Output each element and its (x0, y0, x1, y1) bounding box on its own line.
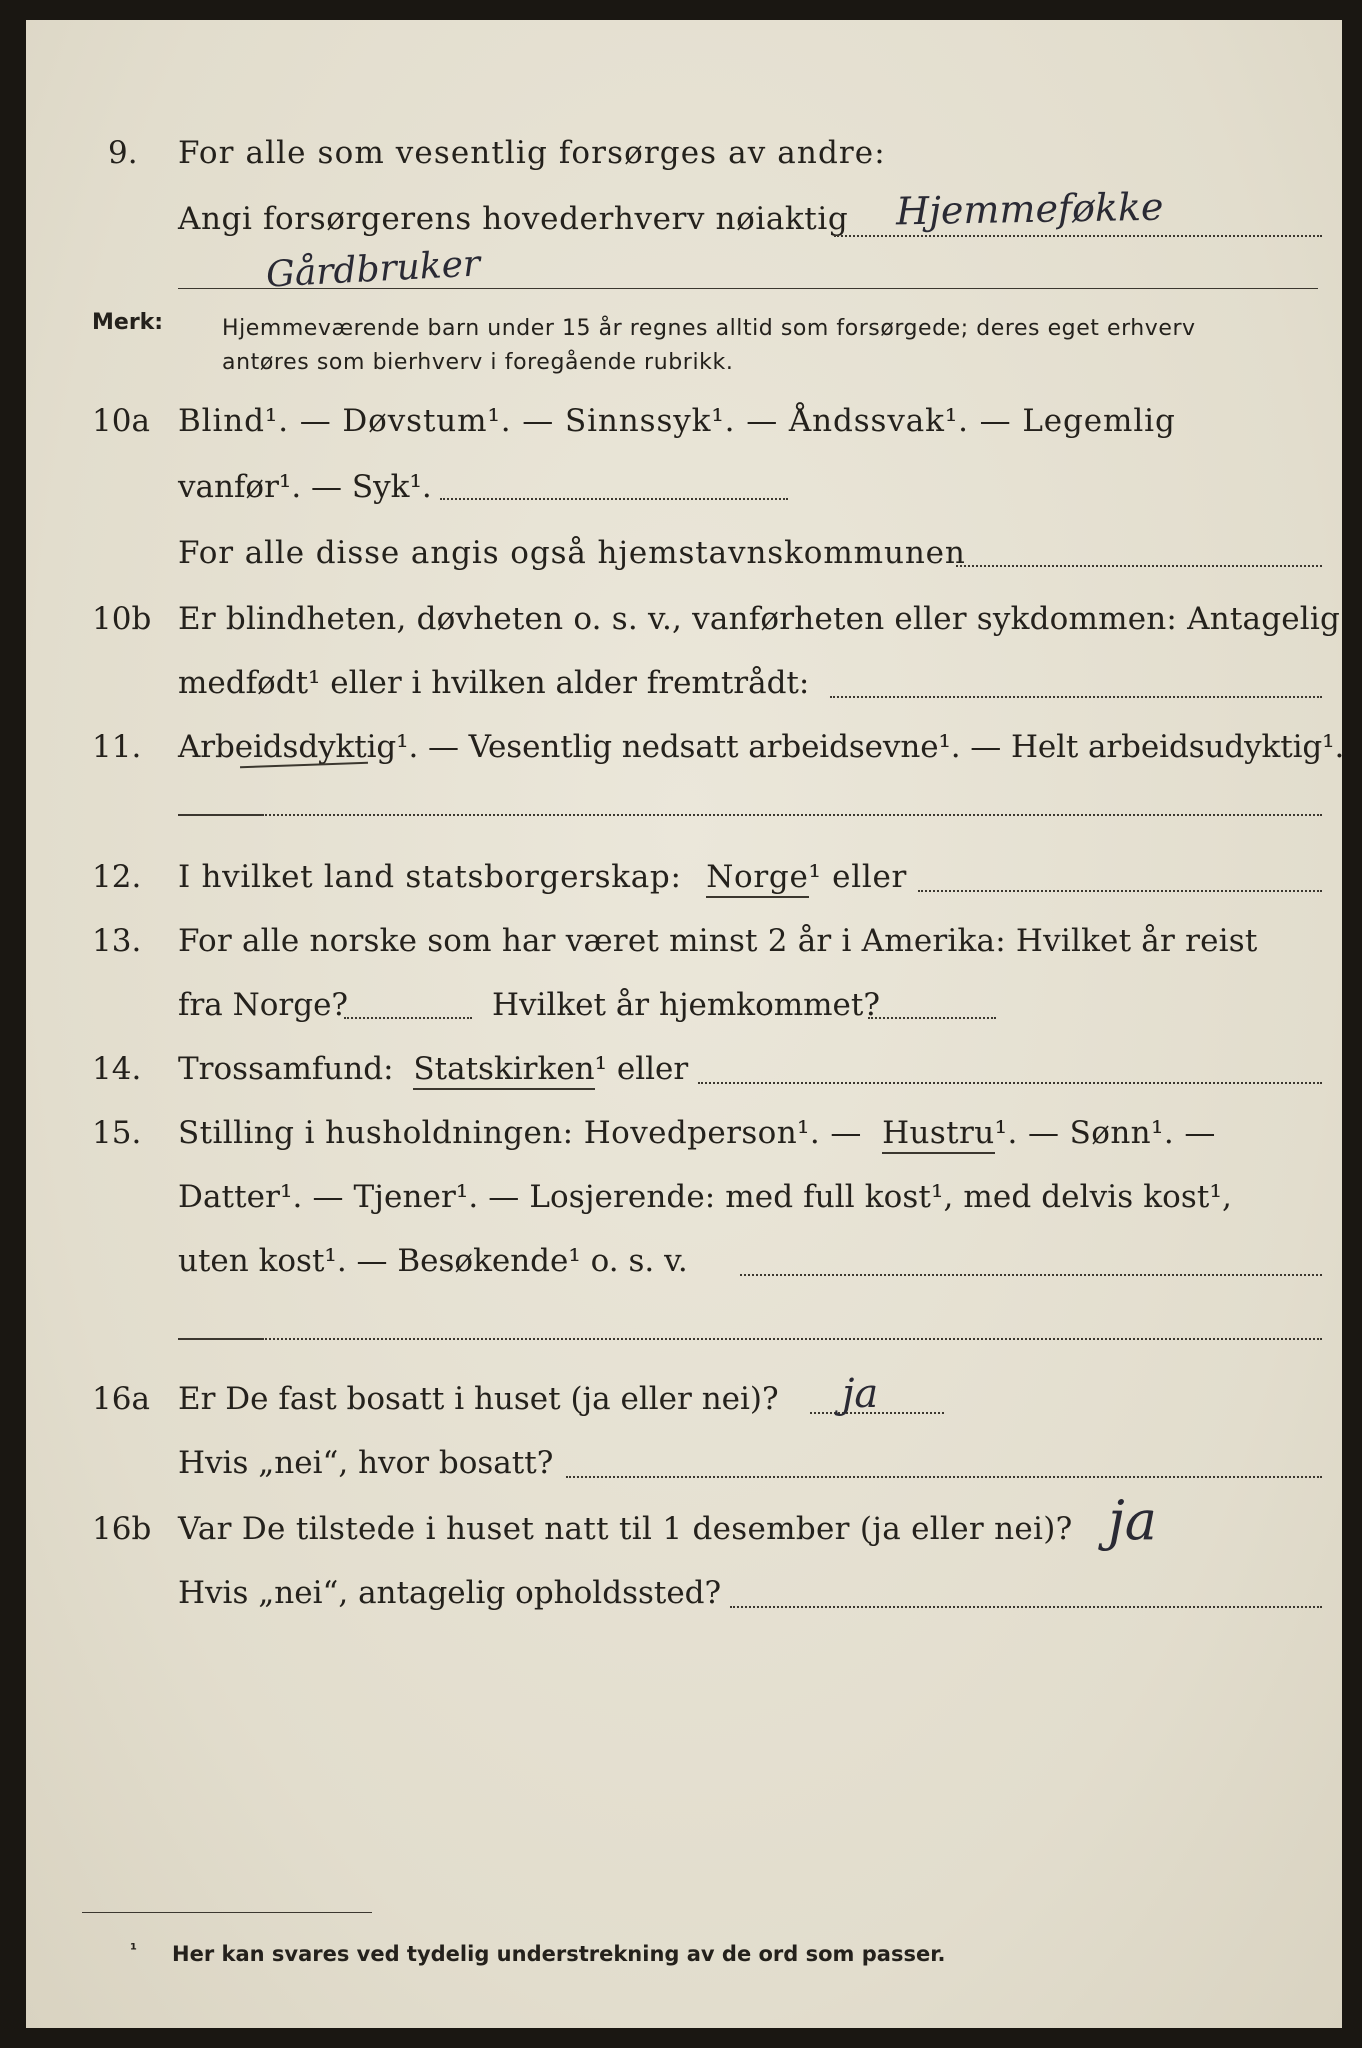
q11-answer-line (262, 814, 1322, 816)
q9-line2: Angi forsørgerens hovederhverv nøiaktig (178, 201, 849, 237)
q12-norge: Norge (706, 859, 808, 898)
q13-line2a: fra Norge? (178, 987, 349, 1023)
q16a-line2: Hvis „nei“, hvor bosatt? (178, 1445, 554, 1481)
q15-line1 (178, 1115, 1216, 1151)
q13-dotted-line-2 (868, 1017, 996, 1019)
q14-text: Trossamfund: (178, 1051, 394, 1087)
q9-number: 9. (108, 135, 138, 171)
q11-answer-line-short (178, 814, 262, 816)
q15-answer-line-short (178, 1338, 262, 1340)
q10a-dotted-line-1 (440, 498, 788, 500)
q13-line2b: Hvilket år hjemkommet? (492, 987, 880, 1023)
q16a-handwritten-answer: ja (842, 1371, 879, 1417)
q11-number: 11. (92, 729, 142, 765)
q10a-line1: Blind¹. — Døvstum¹. — Sinnssyk¹. — Åndssvak¹. — Legemlig (178, 403, 1176, 439)
merk-line1: Hjemmeværende barn under 15 år regnes alltid som forsørgede; deres eget erhverv (222, 316, 1196, 341)
q12-dotted-line (918, 890, 1322, 892)
q16a-line1: Er De fast bosatt i huset (ja eller nei)? (178, 1381, 779, 1417)
q15-line3: uten kost¹. — Besøkende¹ o. s. v. (178, 1243, 688, 1279)
q13-line1: For alle norske som har været minst 2 år i Amerika: Hvilket år reist (178, 923, 1258, 959)
q10a-line3: For alle disse angis også hjemstavnskommunen (178, 535, 966, 571)
q12-line (178, 859, 908, 895)
q14-line (178, 1051, 689, 1087)
q16a-number: 16a (92, 1381, 150, 1417)
q10b-line2: medfødt¹ eller i hvilken alder fremtrådt: (178, 665, 810, 701)
q12-text: I hvilket land statsborgerskap: (178, 859, 682, 895)
q9-line1: For alle som vesentlig forsørges av andre: (178, 135, 886, 171)
q14-statskirken: Statskirken (413, 1051, 594, 1090)
q14-number: 14. (92, 1051, 142, 1087)
q15-answer-line (262, 1338, 1322, 1340)
q10b-dotted-line (830, 696, 1322, 698)
merk-line2: antøres som bierhverv i foregående rubrikk. (222, 350, 734, 375)
q10a-dotted-line-2 (956, 565, 1322, 567)
q15-dotted-line (740, 1274, 1322, 1276)
q10b-number: 10b (92, 601, 152, 637)
q15-hustru: Hustru (882, 1115, 995, 1154)
q16b-handwritten-answer: ja (1108, 1489, 1157, 1552)
footnote-mark: ¹ (130, 1940, 138, 1959)
q16b-line2: Hvis „nei“, antagelig opholdssted? (178, 1575, 722, 1611)
footnote-rule (82, 1912, 372, 1913)
q16b-line1: Var De tilstede i huset natt til 1 desember (ja eller nei)? (178, 1511, 1073, 1547)
q9-handwritten-occupation: Hjemmeføkke (895, 184, 1164, 234)
q10a-number: 10a (92, 403, 150, 439)
q13-number: 13. (92, 923, 142, 959)
q11-rest: ¹. — Vesentlig nedsatt arbeidsevne¹. — Helt arbeidsudyktig¹. (396, 729, 1345, 765)
q14-after: ¹ eller (594, 1051, 689, 1087)
q15-line1a: Stilling i husholdningen: Hovedperson¹. — (178, 1115, 862, 1151)
q13-dotted-line-1 (344, 1017, 472, 1019)
q11-arbeidsdyktig: Arbeidsdyktig (178, 729, 397, 765)
census-form-page (26, 20, 1345, 2028)
q16b-number: 16b (92, 1511, 152, 1547)
q10b-line1: Er blindheten, døvheten o. s. v., vanførheten eller sykdommen: Antagelig (178, 601, 1341, 637)
q10a-line2: vanfør¹. — Syk¹. (178, 469, 432, 505)
q9-dotted-line-1 (834, 235, 1322, 237)
q15-line2: Datter¹. — Tjener¹. — Losjerende: med full kost¹, med delvis kost¹, (178, 1179, 1232, 1215)
q11-line (178, 729, 1345, 765)
q15-number: 15. (92, 1115, 142, 1151)
q16a-dotted-line-2 (566, 1476, 1322, 1478)
q14-dotted-line (698, 1082, 1322, 1084)
q15-line1c: ¹. — Sønn¹. — (994, 1115, 1216, 1151)
q12-number: 12. (92, 859, 142, 895)
q9-handwritten-second-line: Gårdbruker (265, 243, 482, 296)
merk-label: Merk: (92, 310, 164, 335)
q12-after: ¹ eller (808, 859, 908, 895)
q16b-dotted-line (730, 1606, 1322, 1608)
footnote-text: Her kan svares ved tydelig understrekning av de ord som passer. (172, 1942, 946, 1966)
